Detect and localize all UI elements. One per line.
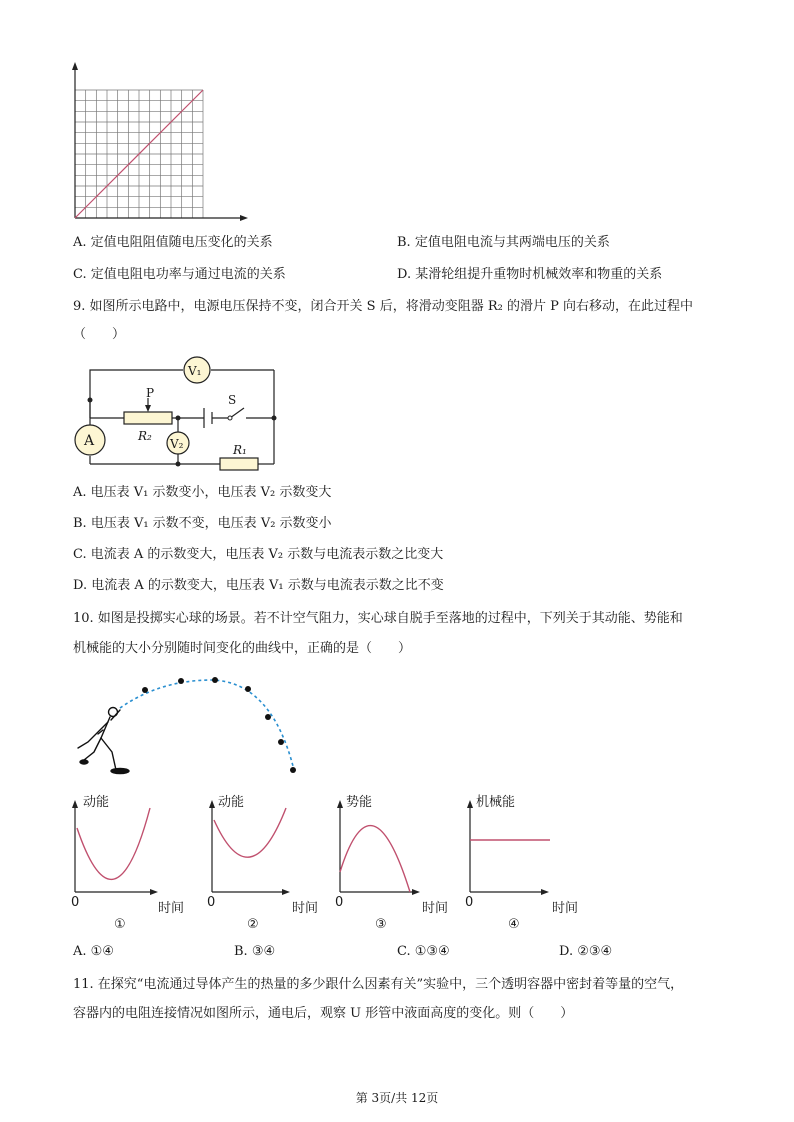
graph-4-xlabel: 时间 [552, 901, 579, 916]
q10-option-a: A. ①④ [73, 944, 114, 959]
graph-2-ylabel: 动能 [218, 795, 245, 810]
q10-option-b: B. ③④ [234, 944, 276, 959]
q10-option-d: D. ②③④ [559, 944, 613, 959]
graph-3-origin: 0 [335, 895, 344, 910]
graph-2 [207, 794, 318, 932]
graph-4-ylabel: 机械能 [476, 795, 516, 810]
q9-stem-line1: 9. 如图所示电路中，电源电压保持不变，闭合开关 S 后，将滑动变阻器 R₂ 的滑片 P 向右移动，在此过程中 [73, 299, 693, 314]
graph-1 [71, 794, 184, 932]
graph-4-index: ④ [508, 917, 520, 932]
q8-option-c: C. 定值电阻电功率与通过电流的关系 [73, 267, 286, 282]
graph-2-xlabel: 时间 [292, 901, 319, 916]
q10-option-c: C. ①③④ [397, 944, 450, 959]
graph-4-origin: 0 [465, 895, 474, 910]
graph-2-curve [214, 808, 286, 857]
q10-stem-line2: 机械能的大小分别随时间变化的曲线中，正确的是（ ） [73, 641, 412, 656]
graph-1-ylabel: 动能 [83, 795, 110, 810]
v2-label: V₂ [170, 437, 184, 451]
graph-1-index: ① [114, 917, 126, 932]
q10-stem-line1: 10. 如图是投掷实心球的场景。若不计空气阻力，实心球自脱手至落地的过程中，下列关于其动能、势能和 [73, 611, 683, 626]
ammeter-label: A [84, 433, 95, 449]
switch-s-label: S [228, 393, 237, 407]
graph-3 [335, 794, 448, 932]
q9-option-c: C. 电流表 A 的示数变大，电压表 V₂ 示数与电流表示数之比变大 [73, 547, 444, 562]
q11-stem-line1: 11. 在探究“电流通过导体产生的热量的多少跟什么因素有关”实验中，三个透明容器中密封着等量的空气， [73, 977, 684, 992]
graph-3-index: ③ [375, 917, 387, 932]
q9-option-a: A. 电压表 V₁ 示数变小，电压表 V₂ 示数变大 [73, 485, 332, 500]
graph-1-origin: 0 [71, 895, 80, 910]
graph-3-ylabel: 势能 [346, 795, 373, 810]
v1-label: V₁ [188, 364, 202, 378]
r2-label: R₂ [138, 429, 152, 443]
graph-3-xlabel: 时间 [422, 901, 449, 916]
graph-2-origin: 0 [207, 895, 216, 910]
graph-3-curve [340, 826, 410, 892]
page-footer: 第 3页/共 12页 [355, 1091, 439, 1105]
q9-stem-line2: （ ） [73, 327, 126, 342]
graph-4 [465, 794, 578, 932]
graph-2-index: ② [247, 917, 259, 932]
graph-1-curve [77, 808, 150, 879]
r1-label: R₁ [233, 443, 247, 457]
q8-option-a: A. 定值电阻阻值随电压变化的关系 [73, 235, 273, 250]
q11-stem-line2: 容器内的电阻连接情况如图所示，通电后，观察 U 形管中液面高度的变化。则（ ） [73, 1006, 574, 1021]
q8-option-b: B. 定值电阻电流与其两端电压的关系 [397, 235, 610, 250]
slider-p-label: P [146, 386, 155, 400]
q9-option-d: D. 电流表 A 的示数变大，电压表 V₁ 示数与电流表示数之比不变 [73, 578, 444, 593]
graph-1-xlabel: 时间 [158, 901, 185, 916]
q8-option-d: D. 某滑轮组提升重物时机械效率和物重的关系 [397, 267, 663, 282]
q9-option-b: B. 电压表 V₁ 示数不变，电压表 V₂ 示数变小 [73, 516, 332, 531]
